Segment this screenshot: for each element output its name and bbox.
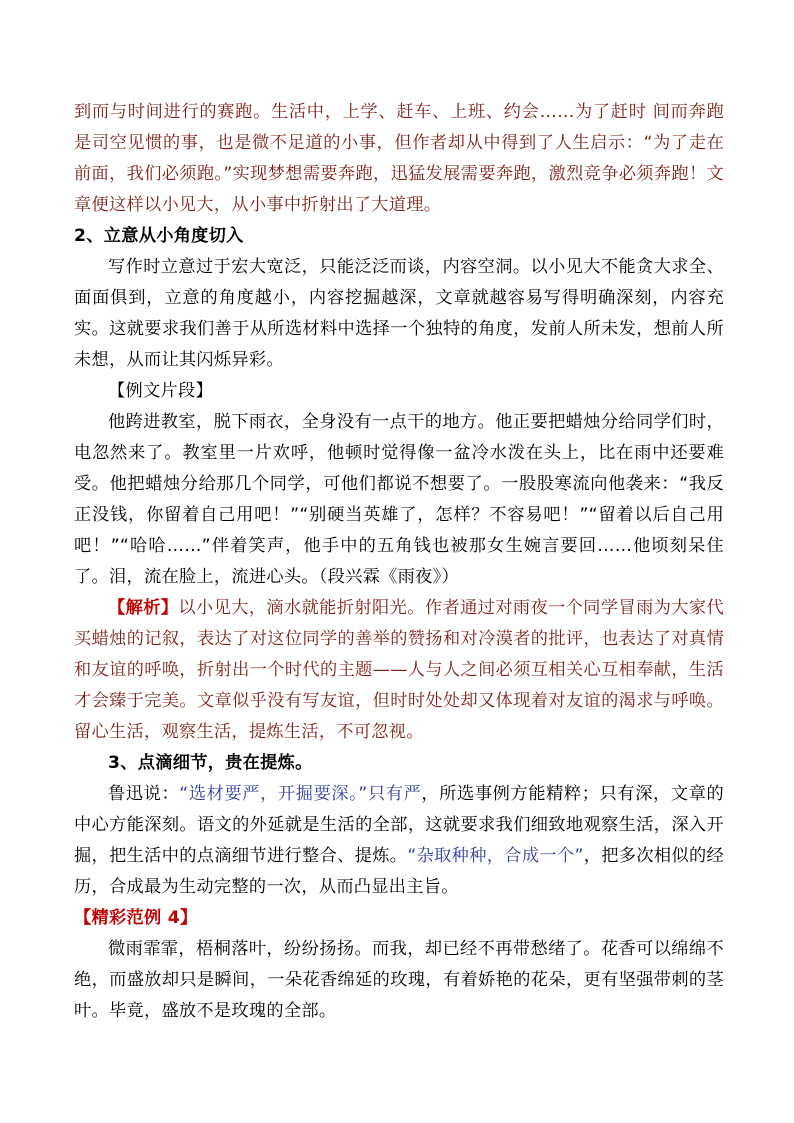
section-3-body bbox=[74, 779, 724, 903]
section-3-body-part1: 鲁迅说： bbox=[108, 784, 180, 804]
analysis-paragraph bbox=[74, 593, 724, 748]
document-content bbox=[74, 97, 724, 1027]
example-excerpt-text: 他跨进教室，脱下雨衣，全身没有一点干的地方。他正要把蜡烛分给同学们时，电忽然来了。教室里一片欢呼，他顿时觉得像一盆冷水泼在头上，比在雨中还要难受。他把蜡烛分给那几个同学，可他们都说不想要了。一股股寒流向他袭来：“我反正没钱，你留着自己用吧！”“别硬当英雄了，怎样？不容易吧！”“留着以后自己用吧！”“哈哈……”伴着笑声，他手中的五角钱也被那女生婉言要回……他顷刻呆住了。泪，流在脸上，流进心头。（段兴霖《雨夜》） bbox=[74, 412, 724, 587]
example-excerpt-label: 【例文片段】 bbox=[108, 381, 213, 401]
example-4-label: 【精彩范例 4】 bbox=[74, 908, 198, 928]
analysis-label: 【解析】 bbox=[108, 598, 179, 618]
section-3-heading: 3、点滴细节，贵在提炼。 bbox=[108, 753, 313, 773]
section-2-heading: 2、立意从小角度切入 bbox=[74, 226, 244, 246]
analysis-text: 以小见大，滴水就能折射阳光。作者通过对雨夜一个同学冒雨为大家代买蜡烛的记叙，表达了对这位同学的善举的赞扬和对冷漠者的批评，也表达了对真情和友谊的呼唤，折射出一个时代的主题——人与人之间必须互相关心互相奉献，生活才会臻于完美。文章似乎没有写友谊，但时时处处却又体现着对友谊的渴求与呼唤。留心生活，观察生活，提炼生活，不可忽视。 bbox=[74, 598, 724, 742]
section-3-quote-2: “杂取种种，合成一个” bbox=[407, 846, 584, 866]
section-3-body-part3: ，把多次相似的经历，合成最为生动完整的一次，从而凸显出主旨。 bbox=[74, 846, 725, 897]
example-4-text: 微雨霏霏，梧桐落叶，纷纷扬扬。而我，却已经不再带愁绪了。花香可以绵绵不绝，而盛放却只是瞬间，一朵花香绵延的玫瑰，有着娇艳的花朵，更有坚强带刺的茎叶。毕竟，盛放不是玫瑰的全部。 bbox=[74, 939, 724, 1021]
section-3-quote-1: “选材要严，开掘要深。”只有严 bbox=[179, 784, 422, 804]
section-3-body-part2: ，所选事例方能精粹；只有深，文章的中心方能深刻。语文的外延就是生活的全部，这就要求我们细致地观察生活，深入开掘，把生活中的点滴细节进行整合、提炼。 bbox=[74, 784, 724, 866]
section-2-body: 写作时立意过于宏大宽泛，只能泛泛而谈，内容空洞。以小见大不能贪大求全、面面俱到，立意的角度越小，内容挖掘越深，文章就越容易写得明确深刻，内容充实。这就要求我们善于从所选材料中选择一个独特的角度，发前人所未发，想前人所未想，从而让其闪烁异彩。 bbox=[74, 257, 724, 370]
intro-paragraph: 到而与时间进行的赛跑。生活中，上学、赶车、上班、约会……为了赶时 间而奔跑是司空见惯的事，也是微不足道的小事，但作者却从中得到了人生启示：“为了走在前面，我们必须跑。”实现梦想需要奔跑，迅猛发展需要奔跑，激烈竞争必须奔跑！文章便这样以小见大，从小事中折射出了大道理。 bbox=[74, 102, 724, 215]
